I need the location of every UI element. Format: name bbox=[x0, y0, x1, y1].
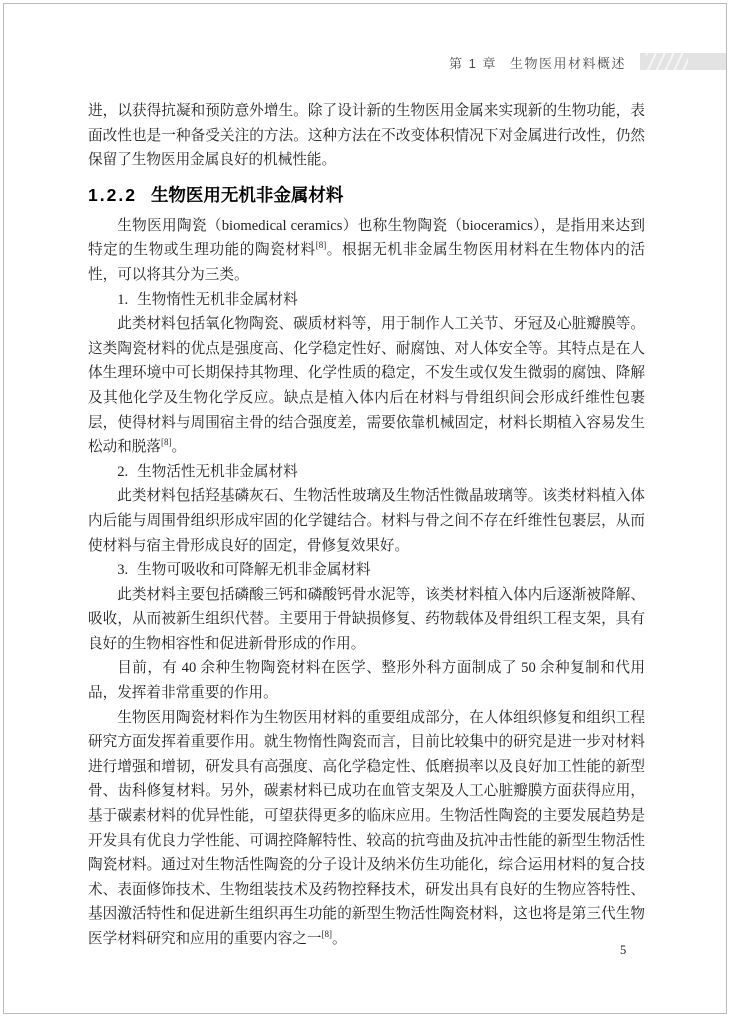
citation-ref: [8] bbox=[160, 437, 172, 448]
running-header bbox=[0, 52, 726, 70]
paragraph-text: 此类材料主要包括磷酸三钙和磷酸钙骨水泥等，该类材料植入体内后逐渐被降解、吸收，从而被新生组织代替。主要用于骨缺损修复、药物载体及骨组织工程支架，具有良好的生物相容性和促进新骨形成的作用。 bbox=[88, 586, 645, 652]
item-number: 1. bbox=[117, 291, 129, 308]
paragraph-text: 。根据无机非金属生物医用材料在生物体内的活性，可以将其分为三类。 bbox=[88, 242, 645, 283]
paragraph bbox=[88, 484, 645, 558]
item-title: 生物惰性无机非金属材料 bbox=[137, 291, 298, 308]
paragraph bbox=[88, 656, 645, 705]
paragraph-text: 此类材料包括氧化物陶瓷、碳质材料等，用于制作人工关节、牙冠及心脏瓣膜等。这类陶瓷材料的优点是强度高、化学稳定性好、耐腐蚀、对人体安全等。其特点是在人体生理环境中可长期保持其物理、化学性质的稳定，不发生或仅发生微弱的腐蚀、降解及其他化学及生物化学反应。缺点是植入体内后在材料与骨组织间会形成纤维性包裹层，使得材料与周围宿主骨的结合强度差，需要依靠机械固定，材料长期植入容易发生松动和脱落 bbox=[88, 316, 645, 456]
section-number: 1.2.2 bbox=[88, 184, 137, 205]
item-title: 生物可吸收和可降解无机非金属材料 bbox=[137, 562, 371, 579]
item-heading bbox=[88, 460, 645, 485]
item-title: 生物活性无机非金属材料 bbox=[137, 463, 298, 480]
paragraph-text: 进，以获得抗凝和预防意外增生。除了设计新的生物医用金属来实现新的生物功能，表面改性也是一种备受关注的方法。这种方法在不改变体积情况下对金属进行改性，仍然保留了生物医用金属良好的机械性能。 bbox=[88, 103, 645, 169]
item-number: 2. bbox=[117, 463, 129, 480]
document-body bbox=[88, 99, 645, 952]
chapter-title: 生物医用材料概述 bbox=[509, 56, 626, 71]
paragraph-text: 生物医用陶瓷材料作为生物医用材料的重要组成部分，在人体组织修复和组织工程研究方面发挥着重要作用。就生物惰性陶瓷而言，目前比较集中的研究是进一步对材料进行增强和增韧，研发具有高强度、高化学稳定性、低磨损率以及良好加工性能的新型骨、齿科修复材料。另外，碳素材料已成功在血管支架及人工心脏瓣膜方面获得应用，基于碳素材料的优异性能，可望获得更多的临床应用。生物活性陶瓷的主要发展趋势是开发具有优良力学性能、可调控降解特性、较高的抗弯曲及抗冲击性能的新型生物活性陶瓷材料。通过对生物活性陶瓷的分子设计及纳米仿生功能化，综合运用材料的复合技术、表面修饰技术、生物组装技术及药物控释技术，研发出具有良好的生物应答特性、基因激活特性和促进新生组织再生功能的新型生物活性陶瓷材料，这也将是第三代生物医学材料研究和应用的重要内容之一 bbox=[88, 709, 645, 947]
item-number: 3. bbox=[117, 562, 129, 579]
paragraph-text: 目前，有 40 余种生物陶瓷材料在医学、整形外科方面制成了 50 余种复制和代用品，发挥着非常重要的作用。 bbox=[88, 660, 645, 702]
paragraph-text: 此类材料包括羟基磷灰石、生物活性玻璃及生物活性微晶玻璃等。该类材料植入体内后能与周围骨组织形成牢固的化学键结合。材料与骨之间不存在纤维性包裹层，从而使材料与宿主骨形成良好的固定，骨修复效果好。 bbox=[88, 488, 645, 554]
chapter-label: 第 1 章 bbox=[449, 56, 497, 71]
section-heading bbox=[88, 185, 645, 206]
paragraph-text: 。 bbox=[171, 439, 187, 456]
item-heading bbox=[88, 558, 645, 583]
header-decoration-bar bbox=[640, 53, 726, 70]
citation-ref: [8] bbox=[321, 929, 333, 940]
paragraph bbox=[88, 312, 645, 460]
section-title: 生物医用无机非金属材料 bbox=[150, 184, 344, 205]
paragraph bbox=[88, 99, 645, 173]
paragraph bbox=[88, 583, 645, 657]
paragraph bbox=[88, 214, 645, 288]
paragraph bbox=[88, 706, 645, 952]
paragraph-text: 。 bbox=[332, 931, 347, 947]
paragraph-text: 生物医用陶瓷（biomedical ceramics）也称生物陶瓷（bioceramics），是指用来达到特定的生物或生理功能的陶瓷材料 bbox=[88, 217, 645, 259]
item-heading bbox=[88, 288, 645, 313]
citation-ref: [8] bbox=[315, 240, 327, 251]
page-number: 5 bbox=[620, 943, 627, 957]
running-header-text bbox=[449, 53, 626, 72]
